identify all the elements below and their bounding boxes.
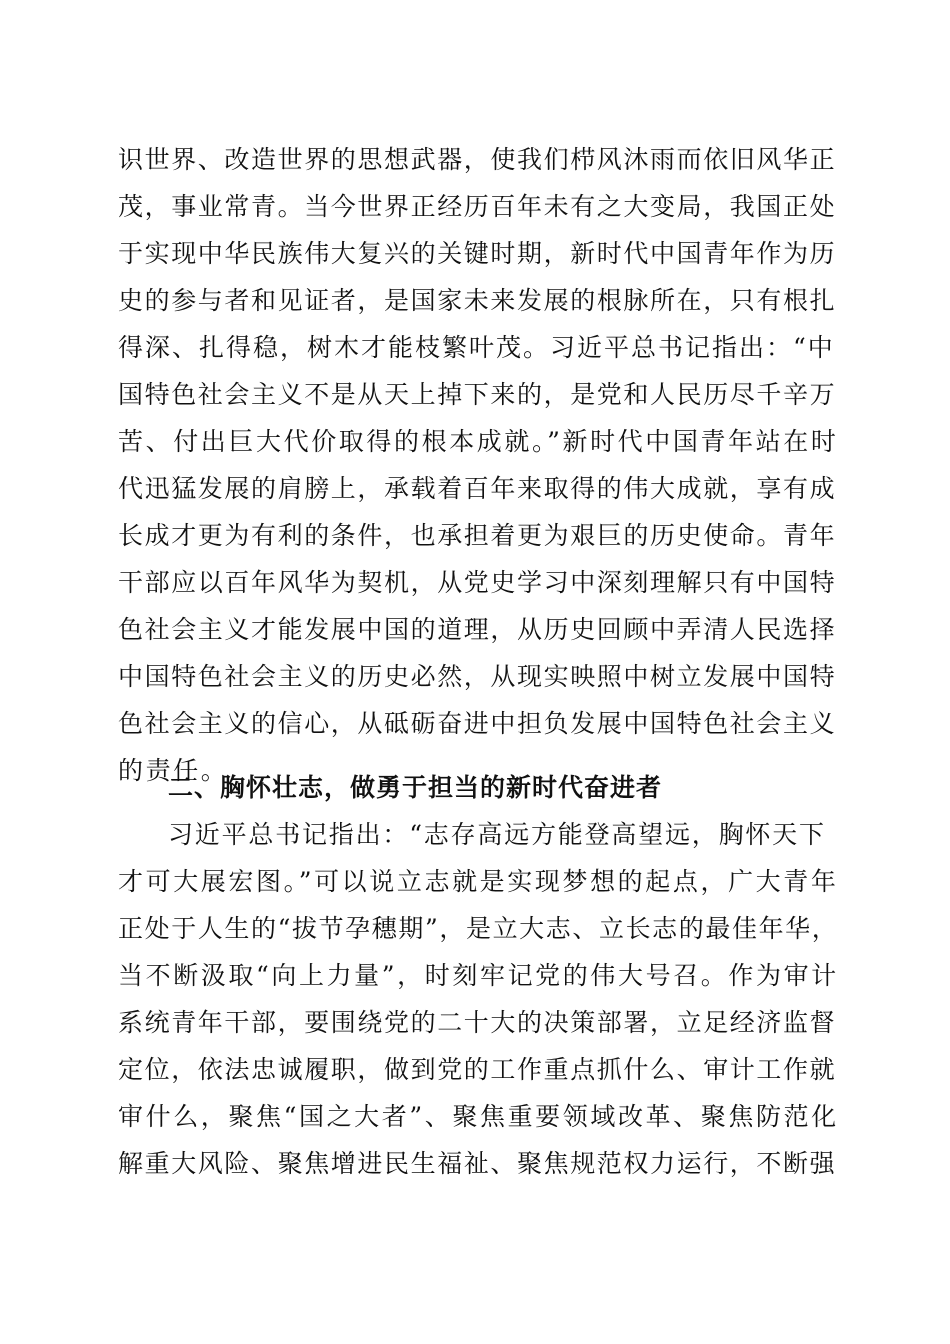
body-line: 色社会主义才能发展中国的道理，从历史回顾中弄清人民选择 [118,615,837,644]
body-line: 苦、付出巨大代价取得的根本成就。”新时代中国青年站在时 [118,427,839,456]
body-line: 才可大展宏图。”可以说立志就是实现梦想的起点，广大青年 [118,867,839,896]
body-line: 干部应以百年风华为契机，从党史学习中深刻理解只有中国特 [118,568,837,597]
body-line: 系统青年干部，要围绕党的二十大的决策部署，立足经济监督 [118,1008,837,1037]
body-line: 正处于人生的“拔节孕穗期”，是立大志、立长志的最佳年华， [118,914,839,943]
section-heading: 二、胸怀壮志，做勇于担当的新时代奋进者 [168,773,663,802]
body-line: 于实现中华民族伟大复兴的关键时期，新时代中国青年作为历 [118,239,837,268]
body-line: 习近平总书记指出：“志存高远方能登高望远，胸怀天下 [168,820,826,849]
body-line: 长成才更为有利的条件，也承担着更为艰巨的历史使命。青年 [118,521,837,550]
body-line: 代迅猛发展的肩膀上，承载着百年来取得的伟大成就，享有成 [118,474,837,503]
body-line: 色社会主义的信心，从砥砺奋进中担负发展中国特色社会主义 [118,709,837,738]
body-line: 审什么，聚焦“国之大者”、聚焦重要领域改革、聚焦防范化 [118,1102,839,1131]
body-line: 国特色社会主义不是从天上掉下来的，是党和人民历尽千辛万 [118,380,837,409]
body-line: 当不断汲取“向上力量”，时刻牢记党的伟大号召。作为审计 [118,961,839,990]
body-line: 茂，事业常青。当今世界正经历百年未有之大变局，我国正处 [118,192,837,221]
body-line: 解重大风险、聚焦增进民生福祉、聚焦规范权力运行，不断强 [118,1149,837,1178]
body-line: 的责任。 [118,756,229,785]
body-line: 定位，依法忠诚履职，做到党的工作重点抓什么、审计工作就 [118,1055,837,1084]
body-line: 识世界、改造世界的思想武器，使我们栉风沐雨而依旧风华正 [118,145,837,174]
body-line: 得深、扎得稳，树木才能枝繁叶茂。习近平总书记指出：“中 [118,333,835,362]
body-line: 中国特色社会主义的历史必然，从现实映照中树立发展中国特 [118,662,837,691]
body-line: 史的参与者和见证者，是国家未来发展的根脉所在，只有根扎 [118,286,837,315]
